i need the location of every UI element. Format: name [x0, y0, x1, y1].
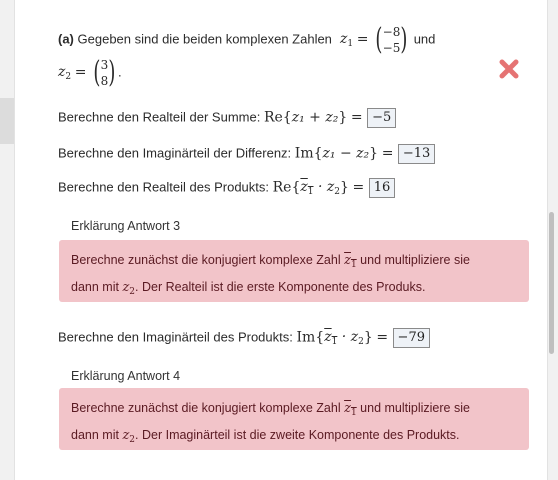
expression: z₁ + z₂	[291, 109, 339, 126]
period: .	[118, 64, 122, 80]
intro-text: Gegeben sind die beiden komplexen Zahlen	[77, 31, 332, 47]
left-paren: (	[93, 55, 101, 90]
right-paren: )	[400, 22, 408, 57]
z2-imag: 8	[100, 74, 109, 88]
z1-imag: −5	[382, 41, 401, 55]
question-label: Berechne den Imaginärteil der Differenz:	[58, 145, 292, 161]
left-paren: (	[375, 22, 383, 57]
explanation-box	[59, 388, 529, 450]
z1-real: −8	[382, 25, 401, 39]
question-label: Berechne den Realteil des Produkts:	[58, 179, 270, 195]
explanation-title: Erklärung Antwort 3	[71, 219, 181, 233]
answer-field[interactable]: −13	[398, 144, 435, 164]
operator: Im	[294, 145, 314, 162]
z2-real: 3	[100, 58, 109, 72]
explanation-line-2: dann mit $z_2$. Der Imaginärteil ist die zweite Komponente des Produkts.	[71, 428, 460, 445]
operator: Re	[263, 109, 283, 126]
equals-sign: =	[356, 31, 373, 48]
expression: $z_1 \cdot z_2$	[324, 329, 364, 348]
exercise-card	[14, 0, 548, 480]
z2-symbol: $z_2$	[58, 64, 72, 83]
explanation-line-2: dann mit $z_2$. Der Realteil ist die erste Komponente des Produks.	[71, 280, 426, 297]
right-paren: )	[108, 55, 116, 90]
z1-vector	[383, 24, 401, 56]
answer-field[interactable]: −79	[393, 328, 430, 348]
question-2: Berechne den Imaginärteil der Differenz: Im{z₁ − z₂} = −13	[58, 144, 435, 164]
explanation-title: Erklärung Antwort 4	[71, 369, 181, 383]
part-label: (a)	[58, 31, 74, 47]
answer-field[interactable]: 16	[369, 178, 396, 198]
right-scrollbar[interactable]	[549, 212, 554, 354]
explanation-line-1: Berechne zunächst die konjugiert komplexe Zahl $z_1$ und multipliziere sie	[71, 253, 470, 270]
question-3: Berechne den Realteil des Produkts: $Re\{z_1 \cdot z_2\} = 16$	[58, 178, 395, 201]
operator: Re	[272, 179, 292, 196]
operator: Im	[296, 329, 316, 346]
z1-symbol: $z_1$	[335, 31, 354, 50]
expression: z₁ − z₂	[322, 145, 370, 162]
answer-field[interactable]: −5	[367, 108, 396, 128]
question-label: Berechne den Imaginärteil des Produkts:	[58, 329, 293, 345]
close-icon	[498, 58, 520, 80]
question-label: Berechne den Realteil der Summe:	[58, 109, 261, 125]
z2-vector	[101, 57, 109, 89]
question-1: Berechne den Realteil der Summe: Re{z₁ + z₂} = −5	[58, 108, 396, 128]
explanation-box	[59, 240, 529, 302]
expression: $z_1 \cdot z_2$	[300, 179, 340, 198]
left-scrollbar[interactable]	[0, 98, 14, 144]
intro-conj: und	[413, 31, 436, 47]
equals-sign: =	[74, 64, 91, 81]
explanation-line-1: Berechne zunächst die konjugiert komplexe Zahl $z_1$ und multipliziere sie	[71, 401, 470, 418]
question-4: Berechne den Imaginärteil des Produkts: $Im\{z_1 \cdot z_2\} = -79$	[58, 328, 430, 351]
intro-line-2	[58, 53, 122, 93]
